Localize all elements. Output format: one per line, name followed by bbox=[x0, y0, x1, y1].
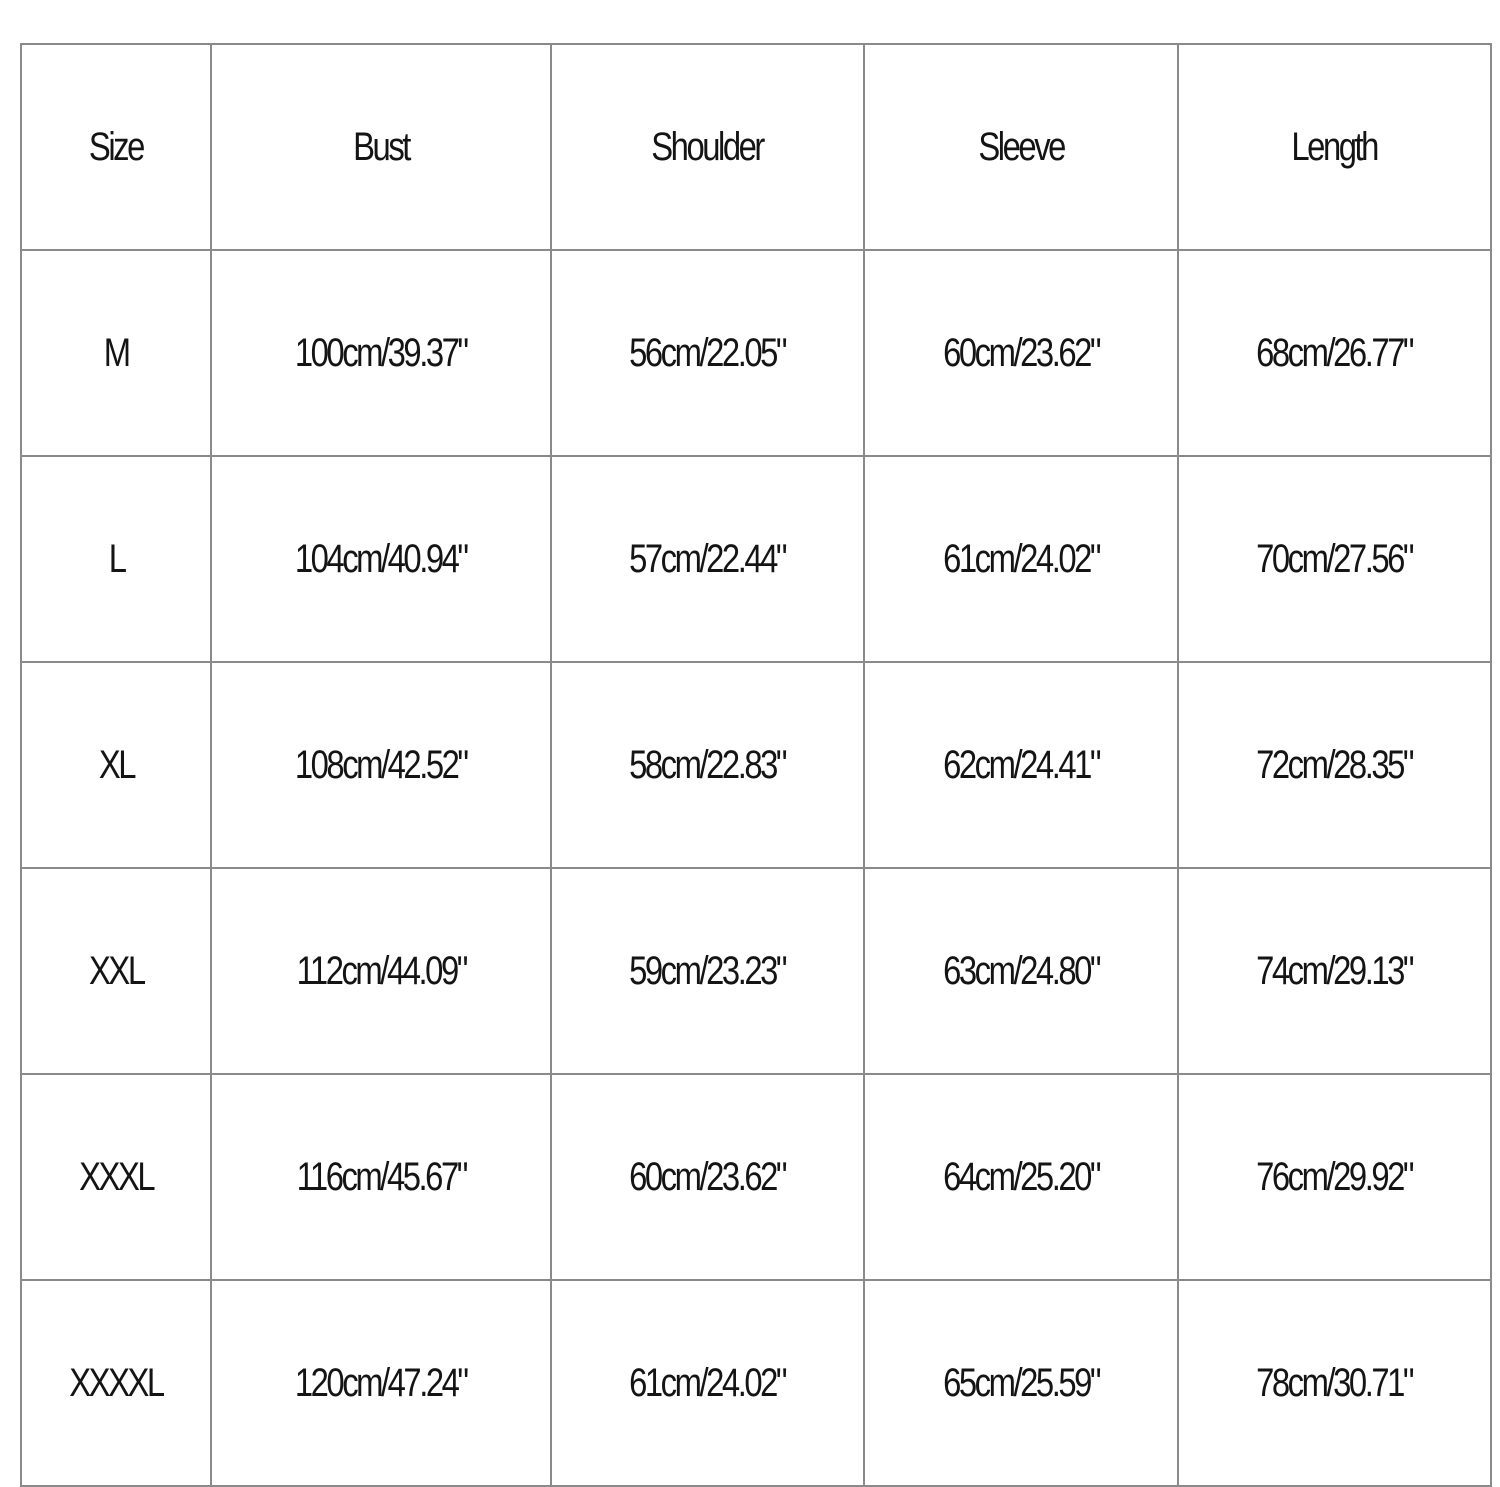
cell-length: 74cm/29.13" bbox=[1178, 868, 1491, 1074]
table-row bbox=[21, 456, 1491, 662]
cell-shoulder: 59cm/23.23" bbox=[551, 868, 864, 1074]
cell-sleeve: 61cm/24.02" bbox=[864, 456, 1177, 662]
cell-shoulder: 61cm/24.02" bbox=[551, 1280, 864, 1486]
table-row bbox=[21, 250, 1491, 456]
table-row bbox=[21, 662, 1491, 868]
cell-sleeve: 62cm/24.41" bbox=[864, 662, 1177, 868]
cell-size: XXL bbox=[21, 868, 211, 1074]
header-shoulder: Shoulder bbox=[551, 44, 864, 250]
cell-size: XL bbox=[21, 662, 211, 868]
cell-bust: 104cm/40.94" bbox=[211, 456, 550, 662]
cell-bust: 100cm/39.37" bbox=[211, 250, 550, 456]
table-row bbox=[21, 1074, 1491, 1280]
cell-length: 76cm/29.92" bbox=[1178, 1074, 1491, 1280]
header-size: Size bbox=[21, 44, 211, 250]
cell-sleeve: 60cm/23.62" bbox=[864, 250, 1177, 456]
cell-bust: 120cm/47.24" bbox=[211, 1280, 550, 1486]
cell-sleeve: 65cm/25.59" bbox=[864, 1280, 1177, 1486]
size-chart-table bbox=[20, 43, 1492, 1487]
cell-size: M bbox=[21, 250, 211, 456]
cell-length: 72cm/28.35" bbox=[1178, 662, 1491, 868]
cell-bust: 112cm/44.09" bbox=[211, 868, 550, 1074]
table-row bbox=[21, 1280, 1491, 1486]
cell-size: XXXL bbox=[21, 1074, 211, 1280]
cell-sleeve: 63cm/24.80" bbox=[864, 868, 1177, 1074]
cell-sleeve: 64cm/25.20" bbox=[864, 1074, 1177, 1280]
cell-shoulder: 56cm/22.05" bbox=[551, 250, 864, 456]
cell-bust: 116cm/45.67" bbox=[211, 1074, 550, 1280]
cell-size: L bbox=[21, 456, 211, 662]
cell-size: XXXXL bbox=[21, 1280, 211, 1486]
header-length: Length bbox=[1178, 44, 1491, 250]
cell-length: 68cm/26.77" bbox=[1178, 250, 1491, 456]
table-header-row bbox=[21, 44, 1491, 250]
cell-bust: 108cm/42.52" bbox=[211, 662, 550, 868]
cell-length: 70cm/27.56" bbox=[1178, 456, 1491, 662]
header-bust: Bust bbox=[211, 44, 550, 250]
cell-shoulder: 58cm/22.83" bbox=[551, 662, 864, 868]
cell-shoulder: 60cm/23.62" bbox=[551, 1074, 864, 1280]
cell-shoulder: 57cm/22.44" bbox=[551, 456, 864, 662]
header-sleeve: Sleeve bbox=[864, 44, 1177, 250]
table-row bbox=[21, 868, 1491, 1074]
cell-length: 78cm/30.71" bbox=[1178, 1280, 1491, 1486]
